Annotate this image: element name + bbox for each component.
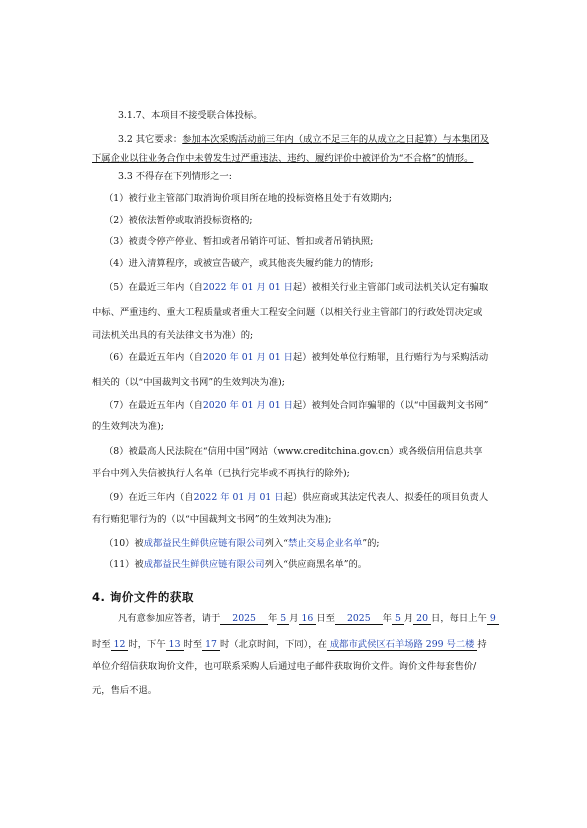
item-10-company: 成都益民生鲜供应链有限公司 — [143, 538, 265, 549]
start-year: 2025 — [220, 613, 268, 625]
acq-text: 持 — [477, 639, 487, 650]
start-month: 5 — [277, 613, 289, 625]
item-6-text: （6）在最近五年内（自 — [104, 352, 203, 363]
item-5-text-2: 起）被相关行业主管部门或司法机关认定有骗取 — [292, 282, 489, 293]
start-day: 16 — [299, 613, 317, 625]
item-7-line2: 的生效判决为准); — [92, 421, 164, 432]
acq-text: 年 — [267, 613, 278, 624]
item-6-text-2: 起）被判处单位行贿罪，且行贿行为与采购活动 — [292, 352, 489, 363]
item-11-text: （11）被 — [104, 559, 144, 570]
item-10-text: （10）被 — [104, 538, 144, 549]
acq-text: 月 — [289, 613, 299, 624]
item-7-date: 2020 年 01 月 01 日 — [202, 400, 293, 411]
item-6-line1 — [104, 352, 488, 364]
acquisition-line2 — [92, 639, 487, 651]
item-5-text: （5）在最近三年内（自 — [104, 282, 203, 293]
item-7-text: （7）在最近五年内（自 — [104, 400, 203, 411]
item-9-text-2: 起）供应商或其法定代表人、拟委任的项目负责人 — [283, 492, 489, 503]
end-day: 20 — [413, 613, 431, 625]
item-5-line3: 司法机关出具的有关法律文书为准）的; — [92, 330, 254, 341]
item-7-text-2: 起）被判处合同诈骗罪的（以“中国裁判文书网” — [292, 400, 489, 411]
item-7-line1 — [104, 400, 488, 412]
acq-text: 时至 — [92, 639, 111, 650]
item-5-date: 2022 年 01 月 01 日 — [202, 282, 293, 293]
clause-3-3: 3.3 不得存在下列情形之一: — [118, 171, 232, 182]
item-9-date: 2022 年 01 月 01 日 — [193, 492, 284, 503]
item-5-line1 — [104, 282, 488, 294]
acquisition-address: 成都市武侯区石羊场路 299 号二楼 — [327, 639, 478, 651]
afternoon-end-hour: 17 — [202, 639, 220, 651]
acq-text: 日，每日上午 — [431, 613, 487, 624]
clause-3-2-line2: 下属企业以往业务合作中未曾发生过严重违法、违约、履约评价中被评价为“不合格”的情形。 — [92, 153, 474, 164]
item-3: （3）被责令停产停业、暂扣或者吊销许可证、暂扣或者吊销执照; — [104, 236, 374, 247]
acq-text: 日至 — [316, 613, 335, 624]
acquisition-line4: 元，售后不退。 — [92, 685, 158, 696]
afternoon-start-hour: 13 — [166, 639, 184, 651]
item-10 — [104, 538, 380, 550]
item-11-company: 成都益民生鲜供应链有限公司 — [143, 559, 265, 570]
acq-text: 时，下午 — [128, 639, 166, 650]
item-6-date: 2020 年 01 月 01 日 — [202, 352, 293, 363]
acq-text: 月 — [403, 613, 414, 624]
acq-text: 时（北京时间，下同），在 — [219, 639, 327, 650]
end-month: 5 — [392, 613, 404, 625]
item-4: （4）进入清算程序，或被宣告破产，或其他丧失履约能力的情形; — [104, 258, 374, 269]
item-9-text: （9）在近三年内（自 — [104, 492, 194, 503]
item-8-line1: （8）被最高人民法院在“信用中国”网站（www.creditchina.gov.cn）或各级信用信息共享 — [104, 446, 483, 457]
clause-3-1-7: 3.1.7、本项目不接受联合体投标。 — [118, 110, 263, 121]
acq-text: 年 — [382, 613, 392, 624]
morning-end-hour: 12 — [111, 639, 129, 651]
item-9-line1 — [104, 492, 488, 504]
clause-3-2-label: 3.2 其它要求： — [118, 134, 183, 145]
item-6-line2: 相关的（以“中国裁判文书网”的生效判决为准); — [92, 377, 285, 388]
item-10-text-3: ”的; — [362, 538, 380, 549]
item-11 — [104, 559, 367, 571]
item-5-line2: 中标、严重违约、重大工程质量或者重大工程安全问题（以相关行业主管部门的行政处罚决定或 — [92, 307, 483, 318]
acq-text: 凡有意参加应答者，请于 — [118, 613, 221, 624]
item-2: （2）被依法暂停或取消投标资格的; — [104, 215, 253, 226]
morning-start-hour: 9 — [487, 613, 499, 625]
item-9-line2: 有行贿犯罪行为的（以“中国裁判文书网”的生效判决为准); — [92, 514, 332, 525]
item-8-line2: 平台中列入失信被执行人名单（已执行完毕或不再执行的除外); — [92, 468, 350, 479]
item-10-text-2: 列入“ — [264, 538, 288, 549]
item-10-list-name: 禁止交易企业名单 — [287, 538, 363, 549]
end-year: 2025 — [335, 613, 383, 625]
item-11-text-2: 列入“供应商黑名单”的。 — [264, 559, 368, 570]
section-4-heading: 4. 询价文件的获取 — [92, 590, 194, 604]
clause-3-2-line1 — [118, 134, 489, 146]
item-1: （1）被行业主管部门取消询价项目所在地的投标资格且处于有效期内; — [104, 193, 392, 204]
clause-3-2-requirement: 参加本次采购活动前三年内（成立不足三年的从成立之日起算）与本集团及 — [182, 134, 490, 145]
acquisition-line3: 单位介绍信获取询价文件，也可联系采购人后通过电子邮件获取询价文件。询价文件每套售价/ — [92, 661, 477, 672]
acquisition-line1 — [118, 613, 499, 625]
acq-text: 时至 — [183, 639, 203, 650]
